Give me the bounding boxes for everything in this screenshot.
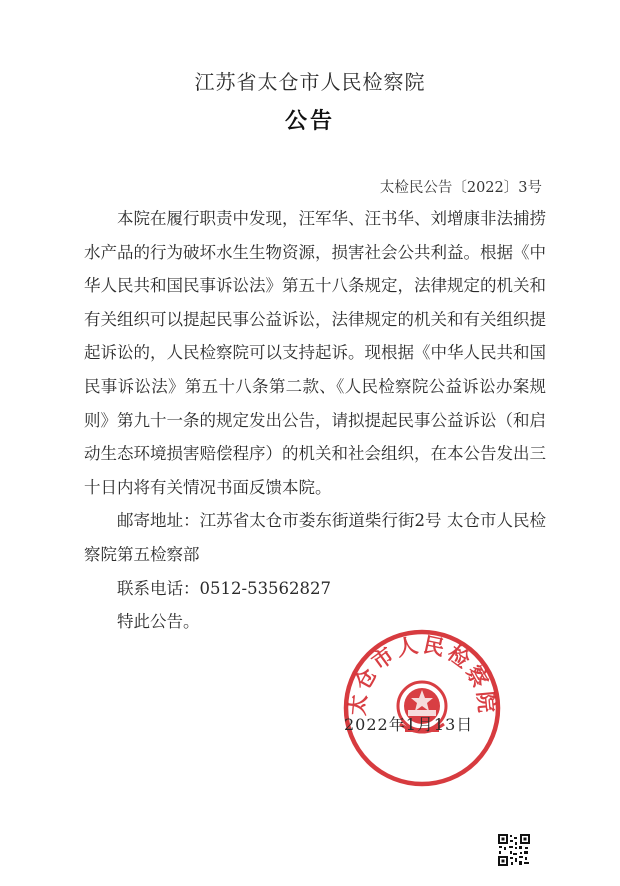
qr-code-icon bbox=[497, 833, 531, 867]
closing-statement: 特此公告。 bbox=[117, 612, 200, 632]
mailing-address: 邮寄地址：江苏省太仓市娄东街道柴行街2号 太仓市人民检察院第五检察部 bbox=[84, 511, 546, 564]
document-title: 公告 bbox=[284, 108, 335, 134]
document-body bbox=[84, 202, 546, 639]
document-number: 太检民公告〔2022〕3号 bbox=[379, 180, 542, 196]
issuing-agency: 江苏省太仓市人民检察院 bbox=[194, 70, 426, 94]
contact-phone: 联系电话：0512-53562827 bbox=[117, 578, 332, 598]
svg-text:太仓市人民检察院: 太仓市人民检察院 bbox=[345, 632, 499, 717]
body-paragraph-main: 本院在履行职责中发现，汪军华、汪书华、刘增康非法捕捞水产品的行为破坏水生生物资源，损害社会公共利益。根据《中华人民共和国民事诉讼法》第五十八条规定，法律规定的机关和有关组织可以提起民事公益诉讼，法律规定的机关和有关组织提起诉讼的，人民检察院可以支持起诉。现根据《中华人民共和国民事诉讼法》第五十八条第二款、《人民检察院公益诉讼办案规则》第九十一条的规定发出公告，请拟提起民事公益诉讼（和启动生态环境损害赔偿程序）的机关和社会组织，在本公告发出三十日内将有关情况书面反馈本院。 bbox=[84, 209, 546, 497]
signature-date: 2022年1月13日 bbox=[344, 715, 474, 734]
official-seal-icon bbox=[342, 628, 502, 788]
